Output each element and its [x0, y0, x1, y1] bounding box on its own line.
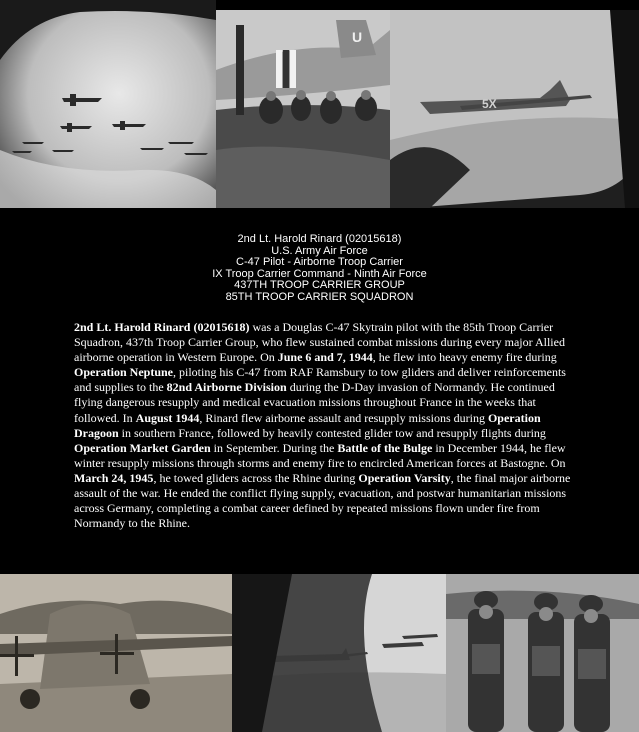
bio-text: , the final major airborne assault of the war. He ended the conflict flying supply, evacuation, and postwar humanitarian missions across Germany, completing a combat career defined by repeated missions flown under fire from Normandy to the Rhine. [74, 470, 571, 531]
bio-strong: Battle of the Bulge [337, 440, 433, 455]
header-command: IX Troop Carrier Command - Ninth Air Force [212, 267, 427, 280]
c47-in-flight-photo [390, 10, 639, 208]
aircraft-formation-photo [0, 0, 216, 208]
paratroopers-photo [446, 574, 639, 732]
bio-text: in southern France, followed by heavily contested glider tow and resupply flights during [118, 425, 546, 440]
header-squadron: 85TH TROOP CARRIER SQUADRON [225, 290, 414, 303]
bio-text: , Rinard flew airborne assault and resupply missions during [199, 410, 488, 425]
bio-strong: Operation Market Garden [74, 440, 211, 455]
tail-marking-text: U [352, 29, 363, 45]
header-branch: U.S. Army Air Force [271, 244, 368, 257]
fuselage-marking-text: 5X [482, 97, 497, 111]
crew-by-aircraft-photo [216, 10, 390, 208]
pilot-header [0, 234, 639, 304]
bio-strong: 2nd Lt. Harold Rinard (02015618) [74, 320, 250, 334]
bio-text: during the D-Day invasion of Normandy. He continued flying dangerous resupply and medical evacuation missions throughout France in the weeks that followed. In [74, 380, 555, 425]
header-group: 437TH TROOP CARRIER GROUP [234, 279, 405, 292]
gliders-towed-photo [232, 574, 446, 732]
header-name: 2nd Lt. Harold Rinard (02015618) [237, 233, 402, 245]
bio-text: was a Douglas C-47 Skytrain pilot with the 85th Troop Carrier Squadron, 437th Troop Carrier Group, who flew sustained combat missions during every major Allied airborne operation in Western Europe. On [74, 320, 565, 365]
bio-strong: June 6 and 7, 1944 [277, 350, 373, 365]
bio-strong: Operation Varsity [358, 470, 451, 485]
bio-paragraph [74, 320, 574, 531]
bio-text: in December 1944, he flew winter resupply missions through storms and enemy fire to encircled American forces at Bastogne. On [74, 440, 566, 470]
bio-strong: Operation Neptune [74, 365, 173, 380]
parked-aircraft-photo [0, 574, 232, 732]
bio-strong: August 1944 [135, 410, 200, 425]
bio-strong: Operation Dragoon [74, 410, 541, 440]
bio-strong: March 24, 1945 [74, 470, 154, 485]
bio-text: , he flew into heavy enemy fire during [372, 350, 557, 365]
header-role: C-47 Pilot - Airborne Troop Carrier [236, 256, 403, 269]
bio-text: , he towed gliders across the Rhine during [153, 470, 359, 485]
bio-text: in September. During the [210, 440, 338, 455]
bio-strong: 82nd Airborne Division [166, 380, 287, 395]
bio-text: , piloting his C-47 from RAF Ramsbury to tow gliders and deliver reinforcements and supplies to the [74, 365, 566, 395]
